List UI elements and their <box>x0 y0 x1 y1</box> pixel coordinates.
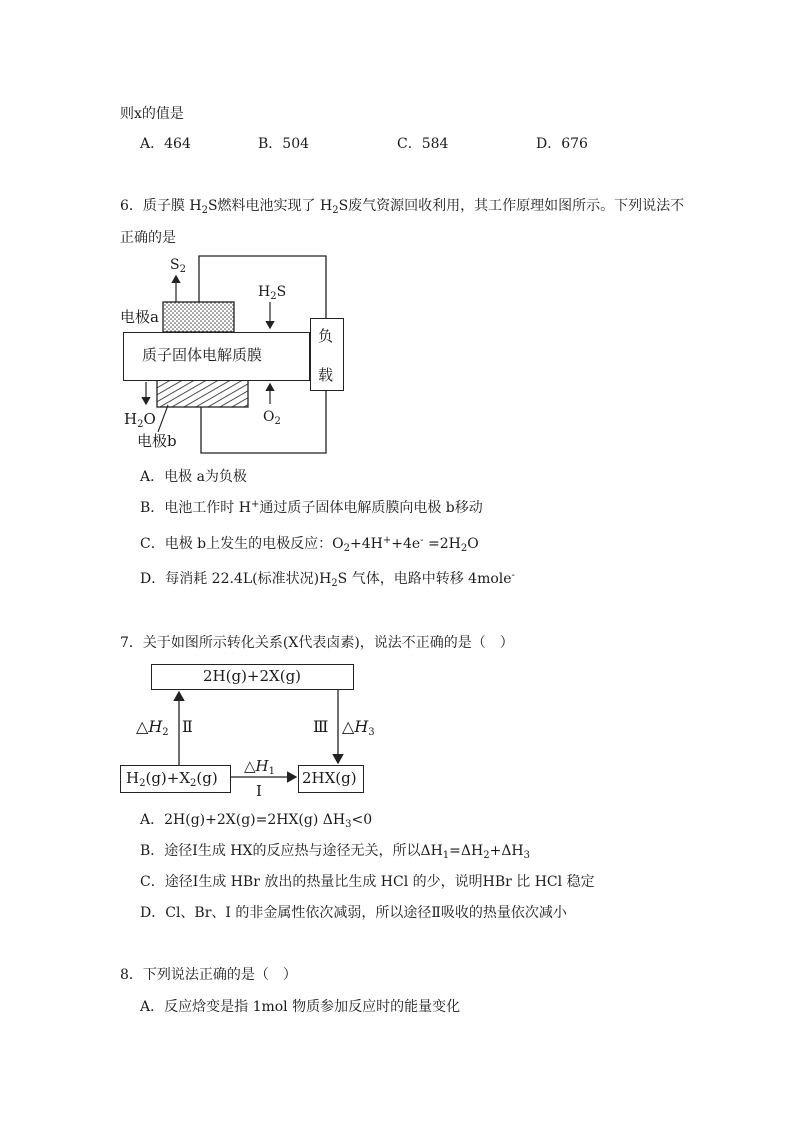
q7-option-c: C．途径Ⅰ生成 HBr 放出的热量比生成 HCl 的少，说明HBr 比 HCl 稳定 <box>140 874 595 890</box>
delta-h3-label: $\triangle H_3$ <box>342 717 375 738</box>
q5-option-d: D．676 <box>536 136 588 152</box>
q5-option-a: A．464 <box>140 136 191 152</box>
q5-option-c: C．584 <box>397 136 449 152</box>
h2s-label: $H_2S$ <box>258 284 287 302</box>
q7-option-d: D．Cl、Br、I 的非金属性依次减弱，所以途径Ⅱ吸收的热量依次减小 <box>140 905 567 921</box>
load-label-1: 负 <box>318 327 334 345</box>
q8-option-a: A．反应焓变是指 1mol 物质参加反应时的能量变化 <box>140 999 461 1015</box>
q6-option-b: B．电池工作时 H+通过质子固体电解质膜向电极 b移动 <box>140 499 483 516</box>
membrane-label: 质子固体电解质膜 <box>142 346 263 364</box>
q7-option-b: B．途径Ⅰ生成 HX的反应热与途径无关，所以$\Delta H_1=\Delta H_2+\Delta H_3$ <box>140 843 531 861</box>
q7-stem: 7．关于如图所示转化关系(X代表卤素)，说法不正确的是（ ） <box>120 635 514 651</box>
path-3-label: Ⅲ <box>313 717 329 736</box>
load-label-2: 载 <box>318 366 334 384</box>
q7-option-a: A．2H(g)+2X(g)=2HX(g) $\Delta H_3<0$ <box>140 812 373 830</box>
path-2-label: Ⅱ <box>182 717 193 736</box>
q6-option-a: A．电极 a为负极 <box>140 469 247 485</box>
h2o-label: $H_2O$ <box>124 410 156 430</box>
q5-stem: 则x的值是 <box>120 106 184 122</box>
state-left-label: $H_2(g)+X_2(g)$ <box>126 769 218 789</box>
state-right-label: 2HX(g) <box>302 769 357 787</box>
electrode-b-label: 电极b <box>137 432 177 450</box>
state-top-label: 2H(g)+2X(g) <box>203 667 302 685</box>
q8-stem: 8．下列说法正确的是（ ） <box>120 967 297 983</box>
path-1-label: Ⅰ <box>256 782 262 800</box>
delta-h2-label: $\triangle H_2$ <box>136 717 169 738</box>
q6-option-c: C．电极 b上发生的电极反应：$O_2+4H^++4e^- =2H_2O$ <box>140 535 479 554</box>
q5-option-b: B．504 <box>258 136 310 152</box>
q6-stem-line1: 6．质子膜 $H_2S$燃料电池实现了 $H_2S$废气资源回收利用，其工作原理如图所示。下列说法不 <box>120 198 685 216</box>
q6-stem-line2: 正确的是 <box>120 230 176 246</box>
delta-h1-label: $\triangle H_1$ <box>244 757 276 777</box>
electrode-a-label: 电极a <box>120 308 159 326</box>
s2-label: $S_2$ <box>170 257 186 275</box>
q6-option-d: D．每消耗 22.4L(标准状况)$H_2S$ 气体，电路中转移 4mole- <box>140 570 515 589</box>
o2-label: $O_2$ <box>263 409 281 427</box>
